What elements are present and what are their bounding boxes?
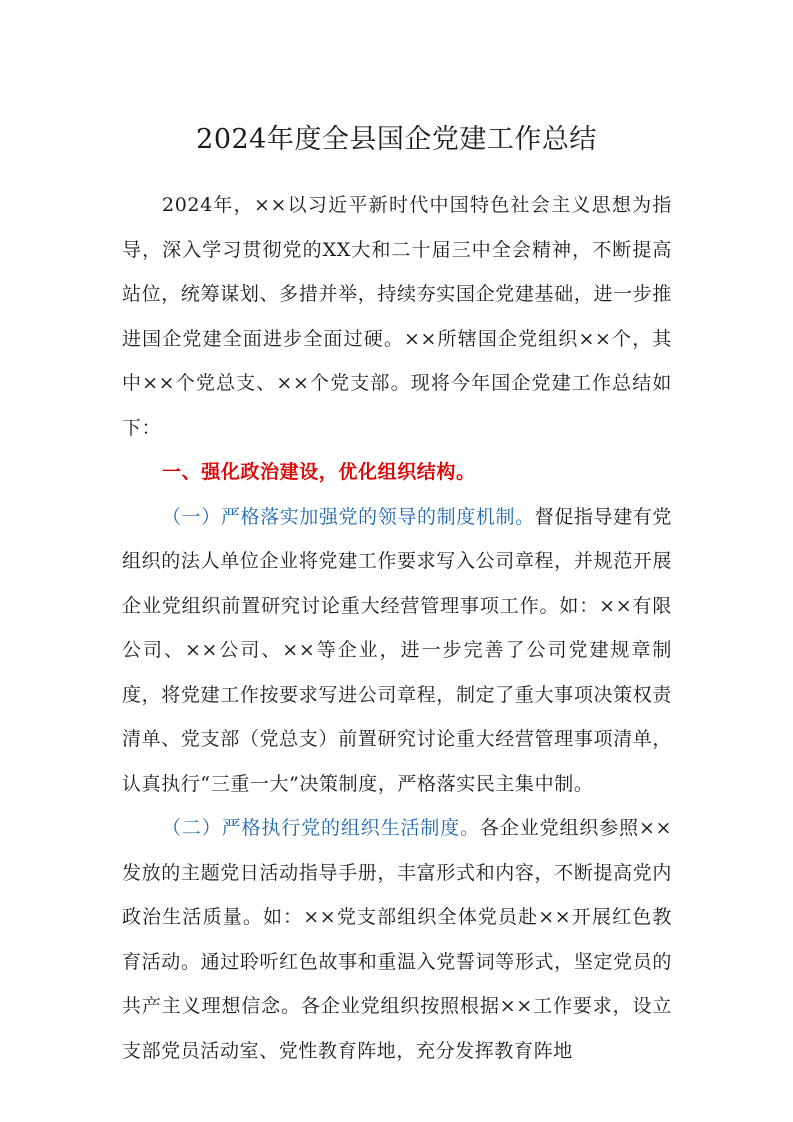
subsection-paragraph: [122, 495, 672, 807]
document-body: [122, 183, 672, 1073]
section-heading: 一、强化政治建设，优化组织结构。: [162, 461, 476, 483]
subsection-heading: （一）严格落实加强党的领导的制度机制。: [162, 505, 535, 528]
intro-paragraph: 2024年，××以习近平新时代中国特色社会主义思想为指导，深入学习贯彻党的XX大和二十届三中全会精神，不断提高站位，统筹谋划、多措并举，持续夯实国企党建基础，进一步推进国企党建全面进步全面过硬。××所辖国企党组织××个，其中××个党总支、××个党支部。现将今年国企党建工作总结如下：: [122, 194, 672, 439]
document-title: 2024年度全县国企党建工作总结: [196, 124, 597, 155]
subsection-text: 各企业党组织参照××发放的主题党日活动指导手册，丰富形式和内容，不断提高党内政治生活质量。如：××党支部组织全体党员赴××开展红色教育活动。通过聆听红色故事和重温入党誓词等形式，坚定党员的共产主义理想信念。各企业党组织按照根据××工作要求，设立支部党员活动室、党性教育阵地，充分发挥教育阵地: [122, 817, 672, 1062]
subsection-paragraph: [122, 806, 672, 1073]
subsection-text: 督促指导建有党组织的法人单位企业将党建工作要求写入公司章程，并规范开展企业党组织前置研究讨论重大经营管理事项工作。如：××有限公司、××公司、××等企业，进一步完善了公司党建规章制度，将党建工作按要求写进公司章程，制定了重大事项决策权责清单、党支部（党总支）前置研究讨论重大经营管理事项清单，认真执行“三重一大”决策制度，严格落实民主集中制。: [122, 505, 672, 795]
subsection-heading: （二）严格执行党的组织生活制度。: [162, 817, 480, 839]
